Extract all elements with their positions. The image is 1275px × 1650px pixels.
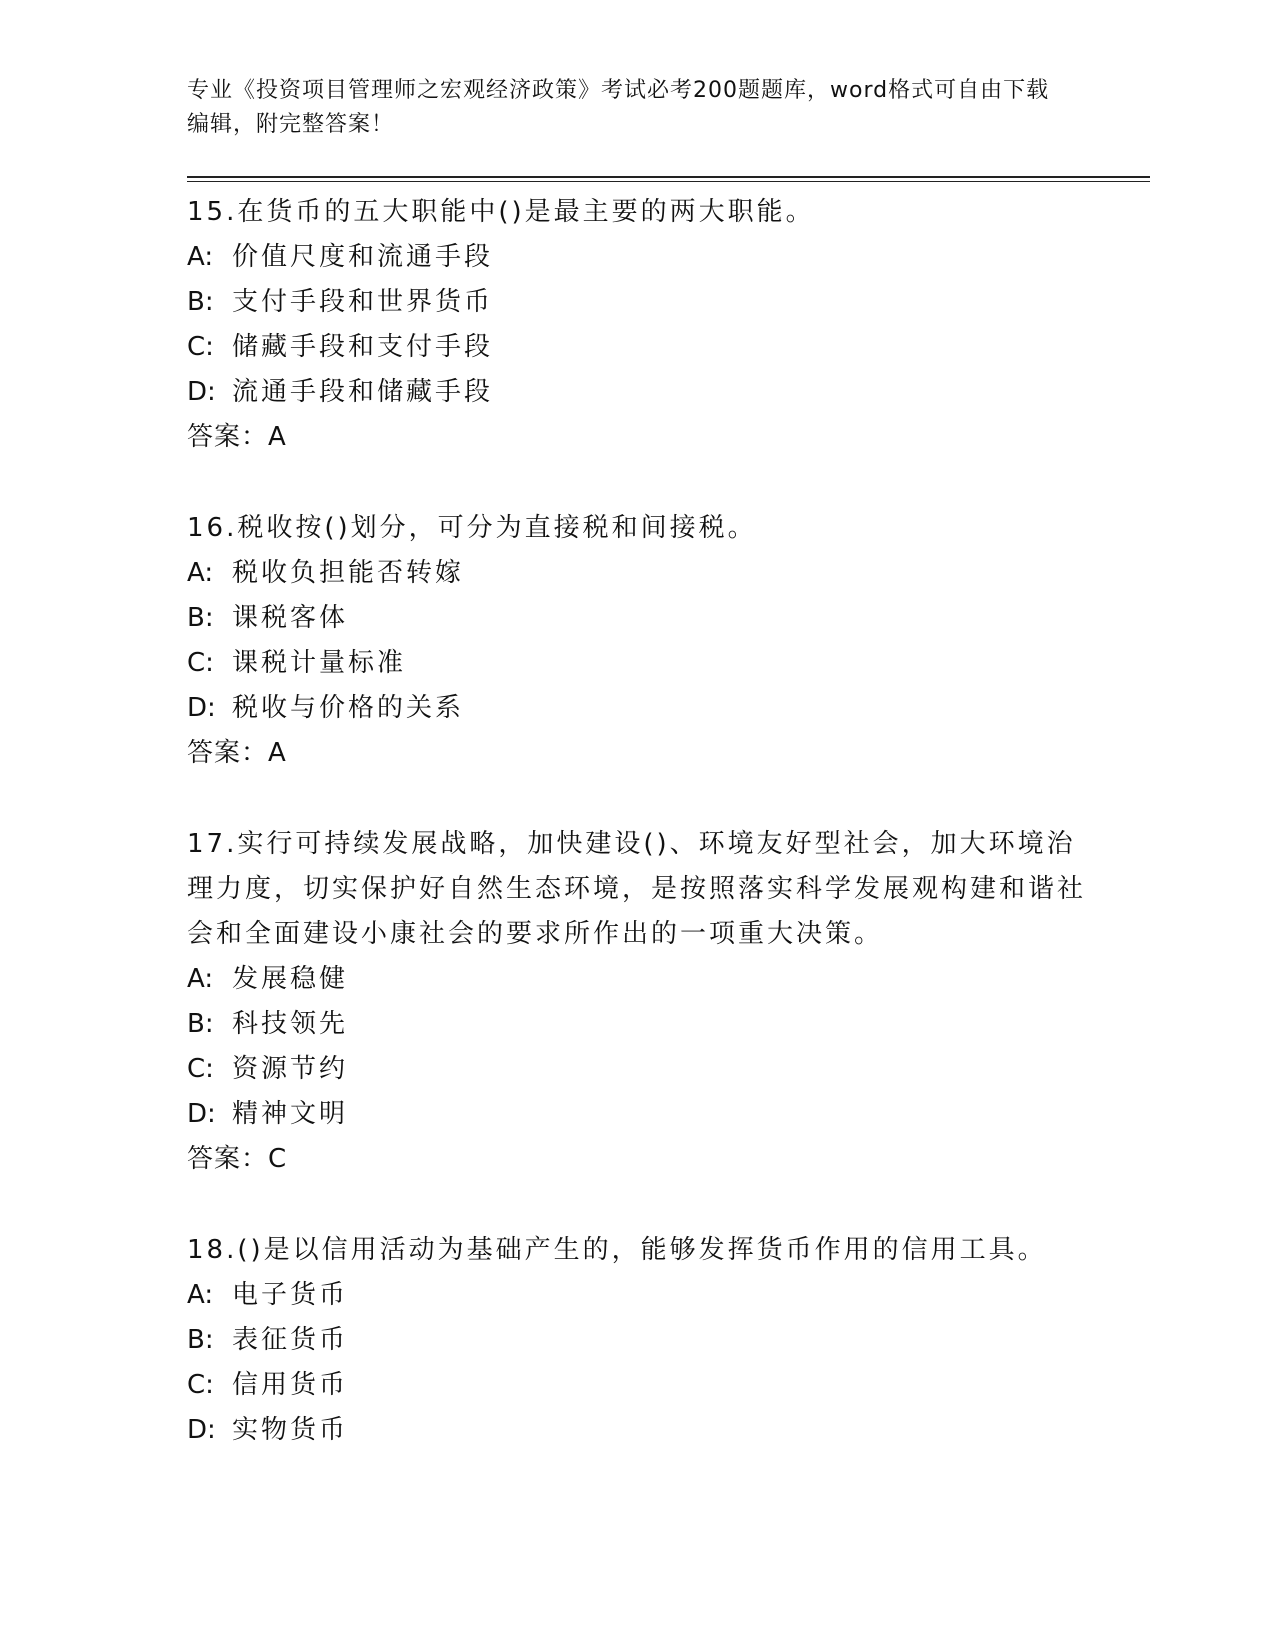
option-text: 支付手段和世界货币	[232, 287, 494, 317]
option-letter: B:	[187, 603, 214, 633]
header-divider	[187, 176, 1150, 182]
question-18	[187, 1228, 1087, 1453]
option-text: 发展稳健	[232, 964, 349, 994]
option-letter: A:	[187, 1280, 214, 1310]
option-d	[187, 1408, 1087, 1453]
question-list	[187, 190, 1087, 1499]
header-note: 专业《投资项目管理师之宏观经济政策》考试必考200题题库，word格式可自由下载编辑，附完整答案！	[187, 78, 1050, 137]
option-a	[187, 1273, 1087, 1318]
option-text: 课税客体	[232, 603, 349, 633]
option-letter: B:	[187, 287, 214, 317]
option-text: 精神文明	[232, 1099, 349, 1129]
question-stem: 16.税收按()划分，可分为直接税和间接税。	[187, 513, 757, 543]
question-17	[187, 822, 1087, 1182]
option-letter: D:	[187, 1415, 216, 1445]
question-stem: 17.实行可持续发展战略，加快建设()、环境友好型社会，加大环境治理力度，切实保护好自然生态环境，是按照落实科学发展观构建和谐社会和全面建设小康社会的要求所作出的一项重大决策。	[187, 829, 1087, 949]
option-letter: C:	[187, 332, 214, 362]
option-a	[187, 957, 1087, 1002]
answer: 答案：A	[187, 738, 287, 768]
question-15	[187, 190, 1087, 460]
answer: 答案：C	[187, 1144, 288, 1174]
option-text: 课税计量标准	[232, 648, 407, 678]
option-c	[187, 1047, 1087, 1092]
option-letter: C:	[187, 1054, 214, 1084]
option-d	[187, 370, 1087, 415]
option-d	[187, 1092, 1087, 1137]
option-text: 实物货币	[232, 1415, 349, 1445]
option-b	[187, 1318, 1087, 1363]
option-letter: B:	[187, 1009, 214, 1039]
option-text: 流通手段和储藏手段	[232, 377, 494, 407]
option-c	[187, 641, 1087, 686]
option-letter: A:	[187, 964, 214, 994]
option-text: 信用货币	[232, 1370, 349, 1400]
option-text: 电子货币	[232, 1280, 349, 1310]
option-text: 资源节约	[232, 1054, 349, 1084]
option-text: 税收与价格的关系	[232, 693, 465, 723]
option-letter: C:	[187, 648, 214, 678]
option-b	[187, 596, 1087, 641]
option-b	[187, 1002, 1087, 1047]
option-letter: A:	[187, 558, 214, 588]
question-stem: 15.在货币的五大职能中()是最主要的两大职能。	[187, 197, 815, 227]
option-letter: A:	[187, 242, 214, 272]
question-stem: 18.()是以信用活动为基础产生的，能够发挥货币作用的信用工具。	[187, 1235, 1047, 1265]
option-text: 储藏手段和支付手段	[232, 332, 494, 362]
option-letter: C:	[187, 1370, 214, 1400]
option-c	[187, 1363, 1087, 1408]
option-letter: B:	[187, 1325, 214, 1355]
option-text: 科技领先	[232, 1009, 349, 1039]
option-text: 表征货币	[232, 1325, 349, 1355]
option-a	[187, 235, 1087, 280]
question-16	[187, 506, 1087, 776]
option-b	[187, 280, 1087, 325]
option-a	[187, 551, 1087, 596]
answer: 答案：A	[187, 422, 287, 452]
option-c	[187, 325, 1087, 370]
option-letter: D:	[187, 377, 216, 407]
option-letter: D:	[187, 693, 216, 723]
option-text: 税收负担能否转嫁	[232, 558, 465, 588]
option-d	[187, 686, 1087, 731]
option-text: 价值尺度和流通手段	[232, 242, 494, 272]
option-letter: D:	[187, 1099, 216, 1129]
